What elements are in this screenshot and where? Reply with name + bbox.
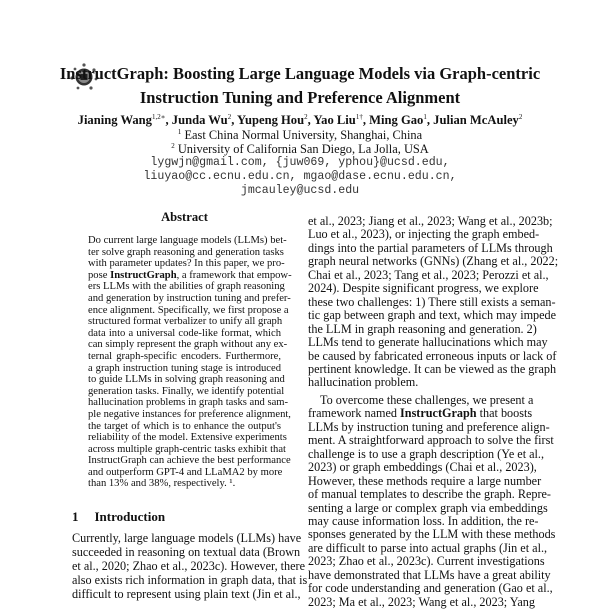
author-name: Julian McAuley <box>433 113 519 128</box>
bold-term: InstructGraph <box>400 406 477 421</box>
author-sup: 1 <box>423 113 427 121</box>
author: Junda Wu$^2$, <box>171 113 238 128</box>
text-line: et al., 2020; Zhao et al., 2023c). However, there <box>72 559 306 574</box>
section-number: 1 <box>72 509 79 524</box>
paper-title-line-1: InstructGraph: Boosting Large Language Models via Graph-centric <box>59 64 541 83</box>
text-line: 2023; Ma et al., 2023; Wang et al., 2023; Yang <box>308 594 535 609</box>
author-sup: 1,2∗ <box>151 113 166 121</box>
text-line: Chai et al., 2023; Tang et al., 2023; Perozzi et al., <box>308 267 549 282</box>
author-sup: 2 <box>227 113 232 121</box>
text-line: also exists rich information in graph data, that is <box>72 573 308 588</box>
text-line: to guide LLMs in solving graph reasoning and <box>88 374 285 386</box>
text-line: reliability of the model. Extensive experiments <box>88 432 287 444</box>
text-line: senting a large or complex graph via embeddings <box>308 500 548 515</box>
text-line: LLMs tend to generate hallucinations which may <box>308 335 548 350</box>
affiliation-sup: 2 <box>171 142 175 150</box>
introduction-heading <box>72 509 181 525</box>
text-line: However, these methods require a large number <box>308 473 542 488</box>
email-line-1: lygwjn@gmail.com, {juw069, yphou}@ucsd.edu, <box>150 156 450 169</box>
text-line: the target of which is to enhance the output's <box>88 420 281 432</box>
author-name: Yao Liu <box>313 113 356 128</box>
text-line: Do current large language models (LLMs) bet- <box>88 235 287 246</box>
affiliation-text: East China Normal University, Shanghai, China <box>184 128 423 143</box>
paper-title-line-2: Instruction Tuning and Preference Alignment <box>139 88 461 107</box>
text-line: ers LLMs with the abilities of graph reasoning <box>88 281 285 293</box>
author: Yao Liu$^{1\dagger}$, <box>313 113 370 128</box>
author-name: Jianing Wang <box>77 113 152 128</box>
affiliation-1 <box>0 128 600 143</box>
text-line: ter solve graph reasoning and generation tasks <box>88 246 284 258</box>
right-column-body <box>308 214 559 609</box>
text-line: the LLM in graph reasoning and generation. 2) <box>308 321 537 336</box>
introduction-body <box>72 531 308 602</box>
text-line: succeeded in reasoning on textual data (Brown <box>72 545 301 560</box>
text-line: hallucination problem. <box>308 375 419 390</box>
text-line: may cause information loss. In addition, the re- <box>308 513 539 528</box>
author: Ming Gao$^1$, <box>369 113 434 128</box>
text-line: have demonstrated that LLMs have a great ability <box>308 567 551 582</box>
text-line: 2023; Zhao et al., 2023c). Current investigations <box>308 554 545 569</box>
text-line: et al., 2023; Jiang et al., 2023; Wang et al., 2023b; <box>308 214 553 228</box>
text-line: LLMs by instruction tuning and preference align- <box>308 419 550 434</box>
text-line: tic gap between graph and text, which may impede <box>308 308 557 323</box>
text-line: be caused by fabricated erroneous inputs or lack of <box>308 348 557 363</box>
text-line: of manual templates to describe the graph. Repre- <box>308 487 551 502</box>
author-sup: 2 <box>518 113 523 121</box>
text-line: data into a universal code-like format, which <box>88 327 281 339</box>
text-line: structured format verbalizer to unify all graph <box>88 316 283 328</box>
text-line: challenge is to use a graph description (Ye et al., <box>308 446 545 461</box>
text-line: and outperform GPT-4 and LLaMA2 by more <box>88 466 283 478</box>
email-line-2: liuyao@cc.ecnu.edu.cn, mgao@dase.ecnu.edu.cn, <box>143 170 457 183</box>
text-line: pertinent knowledge. It can be viewed as the graph <box>308 361 557 376</box>
text-line: dings into the partial parameters of LLMs through <box>308 240 553 255</box>
text-line: than 13% and 38%, respectively. ¹. <box>88 478 236 490</box>
text-line: framework named InstructGraph that boosts <box>308 406 533 421</box>
affiliation-text: University of California San Diego, La Jolla, USA <box>177 142 429 157</box>
author: Jianing Wang$^{1,2∗}$, <box>77 113 172 128</box>
text-line: with parameter updates? In this paper, we pro- <box>88 258 285 270</box>
author-sup: 1† <box>355 113 363 121</box>
author-list <box>0 113 600 128</box>
text-line: ence alignment. Specifically, we first propose a <box>88 304 289 316</box>
author-name: Junda Wu <box>171 113 228 128</box>
text-line: 2023) or graph embeddings (Chai et al., 2023), <box>308 460 537 475</box>
abstract-body <box>88 235 292 490</box>
text-line: are difficult to parse into actual graphs (Jin et al., <box>308 540 548 555</box>
text-line: 2024). Despite significant progress, we explore <box>308 281 539 296</box>
bold-term: InstructGraph <box>110 269 177 281</box>
text-line: difficult to represent using plain text (Jin et al., <box>72 587 301 602</box>
text-line: can simply represent the graph without any ex- <box>88 339 288 351</box>
text-line: hallucination problems in graph tasks and sam- <box>88 397 289 409</box>
email-line-3: jmcauley@ucsd.edu <box>240 184 360 197</box>
author <box>433 113 522 127</box>
affiliation-sup: 1 <box>177 128 182 136</box>
text-line: a graph instruction tuning stage is introduced <box>88 362 281 374</box>
section-title: Introduction <box>94 509 166 524</box>
author-name: Yupeng Hou <box>237 113 305 128</box>
text-line: generation tasks. Finally, we identify potential <box>88 385 285 397</box>
text-line: graph neural networks (GNNs) (Zhang et al., 2022; <box>308 254 559 269</box>
text-line: these two challenges: 1) There still exists a seman- <box>308 294 556 309</box>
text-line: and generation by instruction tuning and prefer- <box>88 292 291 304</box>
text-line: pose InstructGraph, a framework that empow- <box>88 269 292 281</box>
author: Yupeng Hou$^2$, <box>237 113 314 128</box>
text-line: across multiple graph-centric tasks exhibit that <box>88 443 286 455</box>
text-line: To overcome these challenges, we present a <box>320 392 534 407</box>
text-line: Luo et al., 2023), or injecting the graph embed- <box>308 227 540 242</box>
text-line: ment. A straightforward approach to solve the first <box>308 433 554 448</box>
text-line: Currently, large language models (LLMs) have <box>72 531 302 545</box>
author-name: Ming Gao <box>369 113 424 128</box>
text-line: sponses generated by the LLM with these methods <box>308 527 556 542</box>
abstract-heading: Abstract <box>161 210 208 224</box>
affiliation-2 <box>0 142 600 157</box>
text-line: for code understanding and generation (Gao et al., <box>308 581 553 596</box>
text-line: InstructGraph can achieve the best performance <box>88 455 291 467</box>
text-line: ternal graph-specific encoders. Furthermore, <box>88 350 281 362</box>
author-sup: 2 <box>304 113 308 121</box>
text-line: ple negative instances for preference alignment, <box>88 408 291 420</box>
